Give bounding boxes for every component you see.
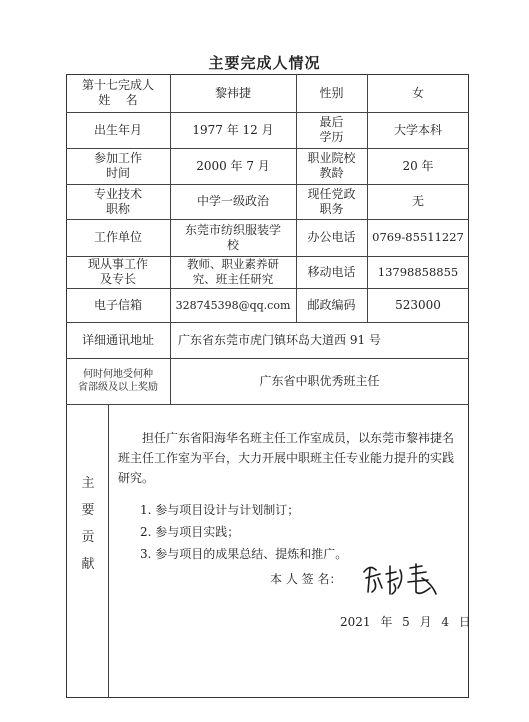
name-value: 黎袆捷 — [214, 85, 251, 100]
value-line: 东莞市纺织服装学 — [184, 222, 281, 237]
label-line: 学历 — [319, 130, 344, 144]
work-start-label — [66, 148, 170, 184]
handwritten-signature — [360, 558, 440, 602]
list-item: 1. 参与项目设计与计划制订； — [140, 503, 300, 517]
label-char: 主 — [81, 476, 95, 491]
birth-value: 1977 年 12 月 — [192, 122, 274, 137]
postcode-value: 523000 — [395, 297, 441, 312]
mobile-value: 13798858855 — [377, 264, 459, 279]
address-value: 广东省东莞市虎门镇环岛大道西 91 号 — [178, 332, 381, 347]
current-work-value — [170, 256, 296, 288]
contribution-label — [70, 470, 106, 578]
email-value: 328745398@qq.com — [175, 298, 291, 312]
label-line: 第十七完成人 — [81, 78, 154, 92]
value-line: 校 — [226, 237, 239, 252]
label-line: 专业技术 — [93, 186, 142, 201]
award-value: 广东省中职优秀班主任 — [259, 373, 380, 388]
position-label — [296, 184, 367, 219]
page-title: 主要完成人情况 — [208, 54, 321, 72]
col-divider — [108, 404, 109, 698]
label-line: 及专长 — [99, 272, 136, 286]
office-phone-value: 0769-85511227 — [372, 230, 464, 244]
label-line: 教龄 — [319, 166, 344, 180]
current-work-label — [66, 256, 170, 288]
title-label — [66, 184, 170, 219]
address-label: 详细通讯地址 — [81, 332, 154, 347]
list-item: 3. 参与项目的成果总结、提炼和推广。 — [140, 547, 348, 561]
work-start-value: 2000 年 7 月 — [196, 158, 270, 173]
list-item: 2. 参与项目实践； — [140, 525, 240, 539]
label-line: 何时何地受何种 — [83, 369, 153, 380]
label-line: 时间 — [105, 166, 130, 180]
education-label — [296, 112, 367, 148]
sign-date: 2021 年 5 月 4 日 — [340, 615, 471, 629]
postcode-label: 邮政编码 — [307, 297, 356, 312]
education-value: 大学本科 — [393, 122, 442, 137]
value-line: 究、班主任研究 — [192, 272, 274, 286]
value-line: 教师、职业素养研 — [187, 257, 279, 271]
label-line: 职称 — [105, 201, 130, 216]
contribution-paragraph: 担任广东省阳海华名班主任工作室成员，以东莞市黎袆捷名班主任工作室为平台，大力开展中职班主任专业能力提升的实践研究。 — [118, 431, 455, 485]
gender-label: 性别 — [319, 85, 344, 100]
label-line: 姓 名 — [98, 93, 138, 107]
employer-value — [170, 219, 296, 256]
label-char: 贡 — [81, 530, 95, 545]
label-char: 要 — [81, 503, 95, 518]
employer-label: 工作单位 — [93, 230, 142, 244]
mobile-label: 移动电话 — [307, 264, 356, 279]
label-char: 献 — [81, 557, 95, 572]
email-label: 电子信箱 — [93, 297, 142, 312]
label-line: 现任党政 — [307, 186, 356, 201]
birth-label: 出生年月 — [93, 122, 142, 137]
label-line: 职务 — [319, 201, 344, 216]
label-line: 省部级及以上奖励 — [78, 382, 158, 393]
row-divider — [66, 404, 469, 405]
award-label — [66, 358, 170, 404]
title-value: 中学一级政治 — [196, 194, 269, 208]
teaching-years-label — [296, 148, 367, 184]
teaching-years-value: 20 年 — [402, 158, 434, 173]
label-line: 参加工作 — [93, 151, 142, 165]
label-line: 现从事工作 — [87, 257, 148, 271]
position-value: 无 — [411, 194, 424, 208]
label-line: 最后 — [319, 115, 344, 129]
gender-value: 女 — [411, 85, 424, 100]
contribution-list — [140, 500, 460, 566]
signature-label: 本 人 签 名： — [270, 572, 342, 586]
name-label — [66, 74, 170, 112]
label-line: 职业院校 — [307, 151, 356, 165]
office-phone-label: 办公电话 — [307, 230, 356, 244]
